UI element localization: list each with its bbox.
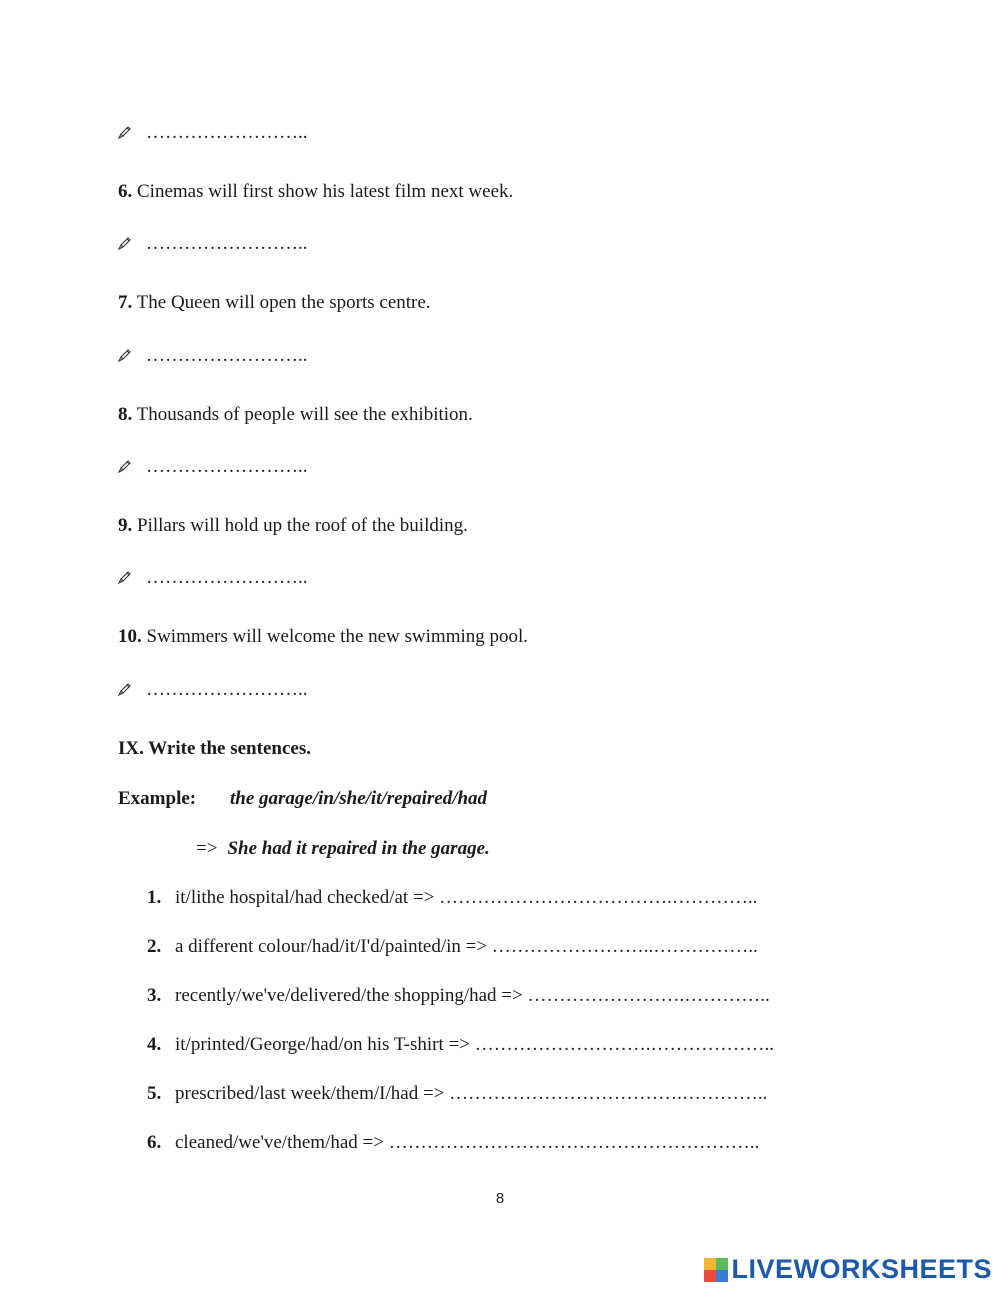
section-heading: IX. Write the sentences. <box>118 738 311 759</box>
example-answer: She had it repaired in the garage. <box>227 838 490 859</box>
exercise-item-5[interactable] <box>147 1082 767 1106</box>
question-8 <box>118 403 473 427</box>
answer-line-8[interactable]: …………………….. <box>118 455 308 479</box>
exercise-item-4[interactable] <box>147 1033 774 1057</box>
question-text: The Queen will open the sports centre. <box>136 292 431 313</box>
liveworksheets-logo-icon <box>704 1258 728 1282</box>
question-9 <box>118 514 468 538</box>
item-text: cleaned/we've/them/had => ………………………………………………….. <box>175 1132 760 1153</box>
exercise-item-6[interactable] <box>147 1131 759 1155</box>
example-label: Example: <box>118 788 197 809</box>
example-row <box>118 787 487 811</box>
exercise-item-3[interactable] <box>147 984 770 1008</box>
question-text: Pillars will hold up the roof of the building. <box>137 515 468 536</box>
answer-line-10[interactable]: …………………….. <box>118 678 308 702</box>
question-text: Cinemas will first show his latest film next week. <box>137 181 514 202</box>
question-text: Thousands of people will see the exhibition. <box>136 404 473 425</box>
item-number: 1. <box>147 887 162 908</box>
pencil-icon <box>118 570 132 584</box>
question-10 <box>118 625 528 649</box>
item-text: a different colour/had/it/I'd/painted/in => ……………………..…………….. <box>175 936 758 957</box>
exercise-item-2[interactable] <box>147 935 758 959</box>
pencil-icon <box>118 459 132 473</box>
question-number: 10. <box>118 626 142 647</box>
answer-line-5[interactable]: …………………….. <box>118 121 308 145</box>
pencil-icon <box>118 682 132 696</box>
brand-name: LIVEWORKSHEETS <box>731 1254 992 1284</box>
exercise-item-1[interactable] <box>147 886 757 910</box>
question-6 <box>118 180 513 204</box>
question-text: Swimmers will welcome the new swimming pool. <box>146 626 529 647</box>
arrow-symbol: => <box>196 838 218 859</box>
pencil-icon <box>118 125 132 139</box>
item-text: recently/we've/delivered/the shopping/had => …………………….………….. <box>175 985 770 1006</box>
item-number: 3. <box>147 985 162 1006</box>
question-number: 8. <box>118 404 133 425</box>
item-number: 6. <box>147 1132 162 1153</box>
question-number: 9. <box>118 515 133 536</box>
answer-line-6[interactable]: …………………….. <box>118 232 308 256</box>
answer-line-9[interactable]: …………………….. <box>118 566 308 590</box>
example-prompt: the garage/in/she/it/repaired/had <box>230 788 488 809</box>
item-text: it/lithe hospital/had checked/at => ……………………………….………….. <box>175 887 758 908</box>
item-text: it/printed/George/had/on his T-shirt => ……………………….……………….. <box>175 1034 774 1055</box>
question-7 <box>118 291 431 315</box>
pencil-icon <box>118 348 132 362</box>
liveworksheets-brand[interactable] <box>704 1254 992 1285</box>
item-number: 4. <box>147 1034 162 1055</box>
question-number: 7. <box>118 292 133 313</box>
example-answer-row <box>196 837 490 861</box>
pencil-icon <box>118 236 132 250</box>
item-number: 5. <box>147 1083 162 1104</box>
item-number: 2. <box>147 936 162 957</box>
item-text: prescribed/last week/them/I/had => ……………………………….………….. <box>175 1083 768 1104</box>
question-number: 6. <box>118 181 133 202</box>
page-number: 8 <box>495 1190 505 1207</box>
answer-line-7[interactable]: …………………….. <box>118 344 308 368</box>
